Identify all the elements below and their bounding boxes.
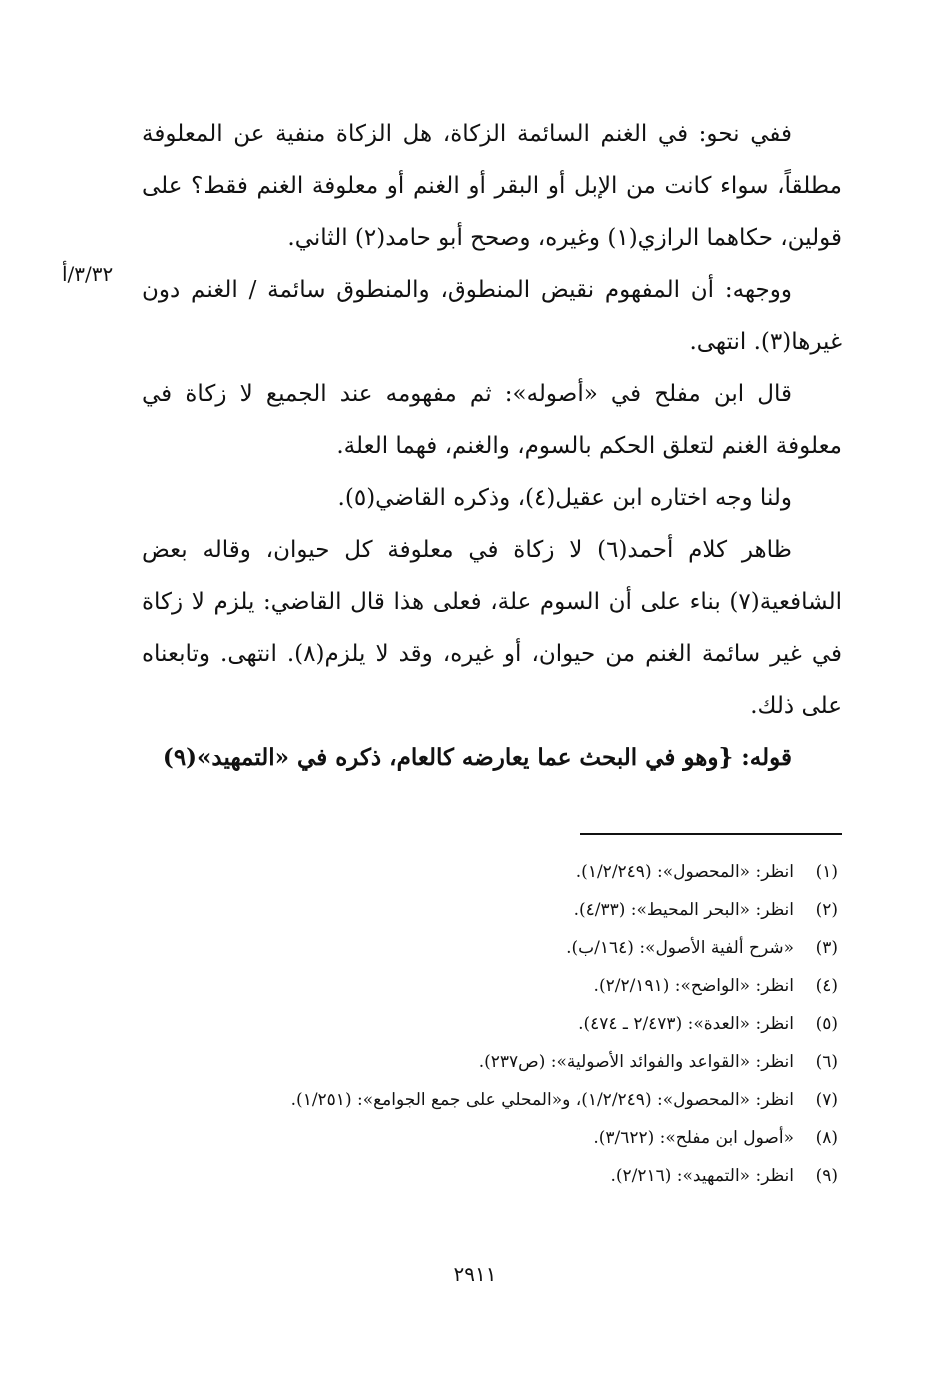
paragraph: ولنا وجه اختاره ابن عقيل(٤)، وذكره القاضي(٥). [337, 485, 792, 511]
page-number: ٢٩١١ [453, 1262, 497, 1286]
quoted-heading: قوله: {وهو في البحث عما يعارضه كالعام، ذكره في «التمهيد»(٩) [162, 744, 792, 771]
footnote-number: (٥) [815, 1014, 838, 1034]
footnote [138, 967, 838, 1005]
footnote-text: «أصول ابن مفلح»: (٣/٦٢٢). [593, 1128, 794, 1148]
footnote-number: (٤) [815, 976, 838, 996]
footnote-number: (٢) [815, 900, 838, 920]
footnote [138, 1157, 838, 1195]
footnote-text: «شرح ألفية الأصول»: (١٦٤/ب). [566, 938, 794, 958]
footnote-text: انظر: «التمهيد»: (٢/٢١٦). [610, 1166, 794, 1186]
footnote [138, 1119, 838, 1157]
footnote [138, 1005, 838, 1043]
footnote [138, 929, 838, 967]
footnote-number: (١) [815, 862, 838, 882]
footnote-number: (٨) [815, 1128, 838, 1148]
footnote-text: انظر: «البحر المحيط»: (٤/٣٣). [573, 900, 794, 920]
main-text [142, 108, 842, 784]
paragraph: قال ابن مفلح في «أصوله»: ثم مفهومه عند الجميع لا زكاة في معلوفة الغنم لتعلق الحكم بالسوم، والغنم، فهما العلة. [142, 381, 842, 459]
footnote-number: (٩) [815, 1166, 838, 1186]
footnote-text: انظر: «العدة»: (٢/٤٧٣ ـ ٤٧٤). [578, 1014, 794, 1034]
footnote-number: (٧) [815, 1090, 838, 1110]
footnote-text: انظر: «المحصول»: (١/٢/٢٤٩)، و«المحلي على جمع الجوامع»: (١/٢٥١). [290, 1090, 794, 1110]
paragraph: ظاهر كلام أحمد(٦) لا زكاة في معلوفة كل حيوان، وقاله بعض الشافعية(٧) بناء على أن السوم علة، فعلى هذا قال القاضي: يلزم لا زكاة في غير سائمة الغنم من حيوان، أو غيره، وقد لا يلزم(٨). انتهى. وتابعناه على ذلك. [142, 537, 842, 719]
footnote-number: (٦) [815, 1052, 838, 1072]
footnote-separator [580, 833, 842, 835]
footnote-text: انظر: «المحصول»: (١/٢/٢٤٩). [575, 862, 794, 882]
margin-manuscript-reference: ٣/٣٢/أ [62, 262, 114, 286]
footnote [138, 853, 838, 891]
footnote [138, 1081, 838, 1119]
footnote [138, 1043, 838, 1081]
paragraph: ففي نحو: في الغنم السائمة الزكاة، هل الزكاة منفية عن المعلوفة مطلقاً، سواء كانت من الإبل أو البقر أو الغنم أو معلوفة الغنم فقط؟ على قولين، حكاهما الرازي(١) وغيره، وصحح أبو حامد(٢) الثاني. [142, 121, 842, 251]
paragraph: ووجهه: أن المفهوم نقيض المنطوق، والمنطوق سائمة / الغنم دون غيرها(٣). انتهى. [142, 277, 842, 355]
footnote-text: انظر: «الواضح»: (٢/٢/١٩١). [593, 976, 794, 996]
footnote-text: انظر: «القواعد والفوائد الأصولية»: (ص٢٣٧). [478, 1052, 794, 1072]
footnote [138, 891, 838, 929]
footnotes [138, 853, 838, 1195]
footnote-number: (٣) [815, 938, 838, 958]
